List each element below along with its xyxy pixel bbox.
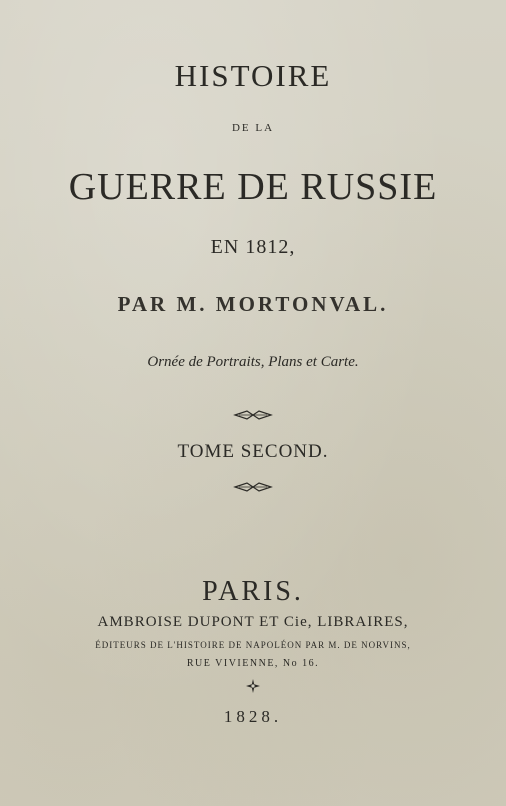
- title-histoire: HISTOIRE: [174, 58, 332, 93]
- address-line: RUE VIVIENNE, No 16.: [186, 658, 320, 669]
- scroll-ornament-icon: [0, 408, 506, 426]
- title-de-la: DE LA: [231, 122, 275, 134]
- author-line: PAR M. MORTONVAL.: [117, 292, 389, 316]
- star-ornament-icon: [0, 679, 506, 698]
- title-guerre-de-russie: GUERRE DE RUSSIE: [68, 166, 438, 208]
- publisher-line: AMBROISE DUPONT ET Cie, LIBRAIRES,: [97, 614, 409, 630]
- publisher-note-line: ÉDITEURS DE L'HISTOIRE DE NAPOLÉON PAR M. DE NORVINS,: [95, 640, 411, 650]
- year-line: 1828.: [223, 707, 283, 726]
- title-year-line: EN 1812,: [210, 236, 296, 258]
- scroll-ornament-icon: [0, 480, 506, 498]
- volume-line: TOME SECOND.: [177, 441, 329, 462]
- city-line: PARIS.: [202, 576, 304, 607]
- subtitle-line: Ornée de Portraits, Plans et Carte.: [147, 354, 359, 370]
